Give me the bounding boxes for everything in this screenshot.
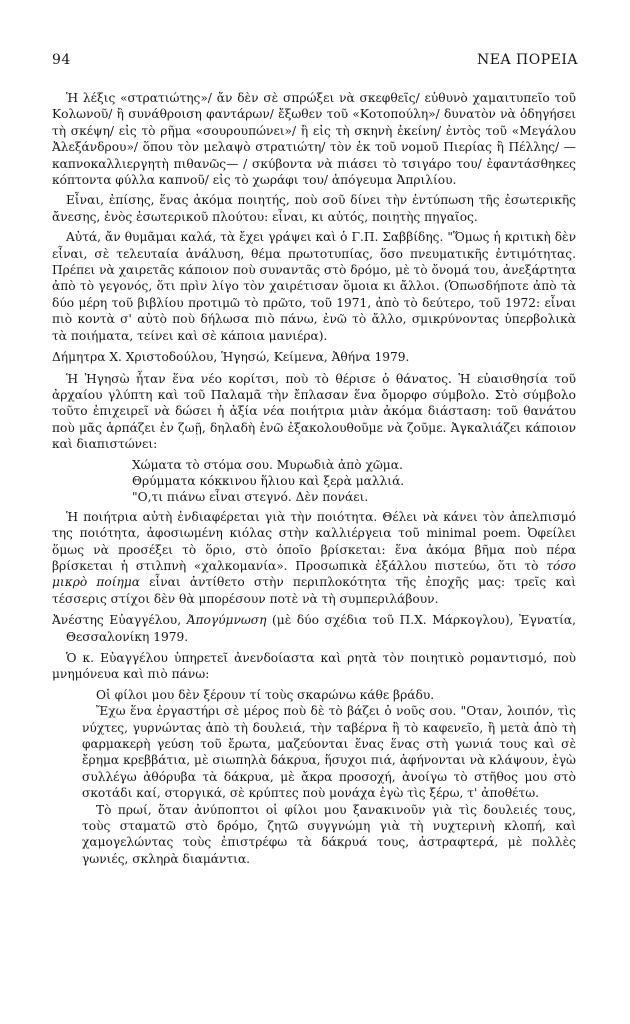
prose-poem-excerpt [82,687,576,867]
poem-line: Χώματα τὸ στόμα σου. Μυρωδιὰ ἀπὸ χῶμα. [132,457,403,472]
paragraph: Ὁ κ. Εὐαγγέλου ὑπηρετεῖ ἀνενδοίαστα καὶ ρητὰ τὸν ποιητικὸ ρομαντισμό, ποὺ μνημόνευα καὶ πιὸ πάνω: [52,651,576,682]
emphasis: τόσο μικρὸ ποίημα [52,558,576,590]
paragraph-quote: Ἡ λέξις «στρατιώτης»/ ἄν δὲν σὲ σπρώξει νὰ σκεφθεῖς/ εὐθυνὸ χαμαιτυπεῖο τοῦ Κολωνοῦ/ ἢ συνάθροιση φαντάρων/ ἔξωθεν τοῦ «Κοτοπούλη»/ δυνατὸν νὰ ὁδηγήσει τὴ σκέψη/ εἰς τὸ ρῆμα «σουρουπώνει»/ ἢ εἰς τὴ σκηνὴ ἐκείνη/ ἐντὸς τοῦ «Μεγάλου Ἀλεξάνδρου»/ ὅπου τὸν μελαψὸ στρατιώτη/ τὸν ἐκ τοῦ νομοῦ Πιερίας ἢ Πέλλης/ —καπνοκαλλιεργητὴ πιθανῶς— / σκύβοντα νὰ πιάσει τὸ τσιγάρο του/ ἐφαντάσθηκες κόπτοντα φύλλα καπνοῦ/ εἰς τὸ χωράφι του/ ἀπόγευμα Ἀπριλίου. [52,91,576,188]
paragraph: Ἡ Ἡγησὼ ἦταν ἕνα νέο κορίτσι, ποὺ τὸ θέρισε ὁ θάνατος. Ἡ εὐαισθησία τοῦ ἀρχαίου γλύπτη καὶ τοῦ Παλαμᾶ τὴν ἔπλασαν ἕνα ὄμορφο σύμβολο. Στὸ σύμβολο τοῦτο ἐπιχειρεῖ νὰ δώσει ἡ ἀξία νέα ποιήτρια μιὰν ἀκόμα διάσταση: τοῦ θανάτου ποὺ μᾶς ἁρπάζει ἐν ζωῇ, δηλαδὴ ἐνῶ ἐξακολουθοῦμε νὰ ζοῦμε. Ἀγκαλιάζει κάποιον καὶ διαπιστώνει: [52,371,576,452]
reference-author: Ἀνέστης Εὐαγγέλου, [52,613,182,628]
paragraph: Εἶναι, ἐπίσης, ἕνας ἀκόμα ποιητής, ποὺ σοῦ δίνει τὴν ἐντύπωση τῆς ἐσωτερικῆς ἄνεσης, ἑνὸς ἐσωτερικοῦ πλούτου: εἶναι, κι αὐτός, ποιητὴς πηγαῖος. [52,193,576,224]
prose-paragraph: Ἔχω ἕνα ἐργαστήρι σὲ μέρος ποὺ δὲ τὸ βάζει ὁ νοῦς σου. "Οταν, λοιπόν, τὶς νύχτες, γυρνώντας ἀπὸ τὴ δουλειά, τὴν ταβέρνα ἢ τὸ καφενεῖο, ἢ μετὰ ἀπὸ τὴ φαρμακερὴ γεύση τοῦ ἔρωτα, μαζεύονται ἕνας ἕνας στὴ γωνιά τους καὶ σὲ ἔρημα κρεββάτια, μὲ σιωπηλὰ δάκρυα, ἥσυχοι πιά, ἀφήνονται νὰ κλάψουν, ἐγὼ συλλέγω ἀθόρυβα τὰ δάκρυα, μὲ ἄκρα προσοχή, ἀνοίγω τὸ στῆθος μου στὸ σκοτάδι καί, στοργικά, σὲ κρύπτες ποὺ μονάχα ἐγὼ τὶς ξέρω, τ' ἀποθέτω. [82,704,576,801]
running-title: ΝΕΑ ΠΟΡΕΙΑ [477,52,578,68]
reference-title: Ἀπογύμνωση [186,613,267,628]
poem-line: Θρύμματα κόκκινου ἥλιου καὶ ξερὰ μαλλιά. [132,473,405,488]
reference-details: (μὲ δύο σχέδια τοῦ Π.Χ. Μάρκογλου), Ἐγνατία, Θεσσαλονίκη 1979. [66,613,577,644]
prose-line: Οἱ φίλοι μου δὲν ξέρουν τί τοὺς σκαρώνω κάθε βράδυ. [96,687,435,702]
page-number: 94 [52,52,71,68]
paragraph [52,509,576,607]
poem-line: "Ο,τι πιάνω εἶναι στεγνό. Δὲν πονάει. [132,490,369,505]
poem-excerpt [132,457,576,506]
book-reference: Δήμητρα Χ. Χριστοδούλου, Ἡγησώ, Κείμενα, Ἀθήνα 1979. [52,350,410,365]
book-reference [52,612,576,645]
paragraph-text: εἶναι ἀντίθετο στὴν περιπλοκότητα τῆς ἐποχῆς μας: τρεῖς καὶ τέσσερις στίχοι δὲν θὰ μπορέσουν ποτὲ νὰ τὴ συμπεριλάβουν. [52,575,577,606]
paragraph: Αὐτά, ἄν θυμᾶμαι καλά, τὰ ἔχει γράψει καὶ ὁ Γ.Π. Σαββίδης. "Ὅμως ἡ κριτικὴ δὲν εἶναι, σὲ τελευταία ἀνάλυση, θέμα πρωτοτυπίας, ὅσο πνευματικῆς ἐντιμότητας. Πρέπει νὰ χαιρετᾶς κάποιον ποὺ συναντᾶς στὸ δρόμο, μὲ τὸ ὄνομά του, ἀνεξάρτητα ἀπὸ τὸ γεγονός, ὅτι πρὶν λίγο τὸν χαιρέτισαν ὅμοια κι ἄλλοι. (Ὁπωσδήποτε ἀπὸ τὰ δύο μέρη τοῦ βιβλίου προτιμῶ τὸ πρῶτο, τοῦ 1971, ἀπὸ τὸ δεύτερο, τοῦ 1972: εἶναι πιὸ κοντὰ σ' αὐτὸ ποὺ δήλωσα πιὸ πάνω, ἐνῶ τὸ ἄλλο, σμικρύνοντας ὑπερβολικὰ τὰ ποιήματα, τείνει καὶ σὲ κάποια μανιέρα). [52,230,576,343]
paragraph-text: Ἡ ποιήτρια αὐτὴ ἐνδιαφέρεται γιὰ τὴν ποιότητα. Θέλει νὰ κάνει τὸν ἀπελπισμό της ποιότητα, ἀφοσιωμένη κιόλας στὴν καλλιέργεια τοῦ minimal poem. Ὀφείλει ὅμως νὰ προσέξει τὸ ὅριο, στὸ ὁποῖο βρίσκεται: ἕνα ἀκόμα βῆμα ποὺ πέρα βρίσκεται ἡ στιλπνὴ «χαλκομανία». Προσωπικὰ ἐξάλλου πιστεύω, ὅτι τὸ [52,509,576,573]
page-body [52,90,576,867]
prose-paragraph: Τὸ πρωί, ὅταν ἀνύποπτοι οἱ φίλοι μου ξανακινοῦν γιὰ τὶς δουλειές τους, τοὺς σταματῶ στὸ δρόμο, ζητῶ συγγνώμη γιὰ τὴ νυχτερινὴ κλοπή, καὶ χαμογελώντας τοὺς ἐπιστρέφω τὰ δάκρυά τους, ἀστραφτερά, μὲ πολλὲς γωνιές, σκληρὰ διαμάντια. [82,802,576,866]
